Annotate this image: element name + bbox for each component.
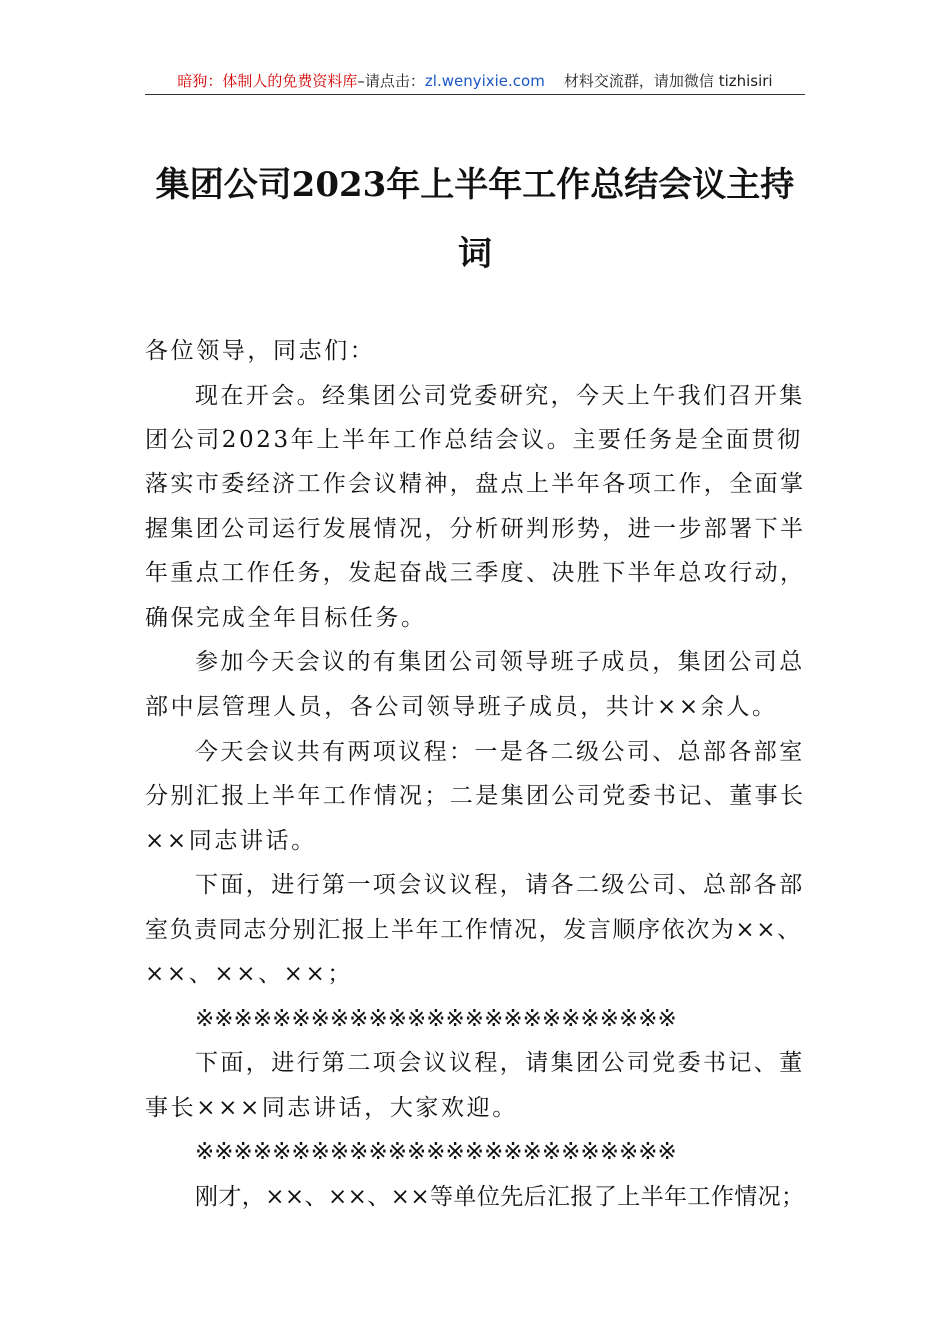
section-separator: ※※※※※※※※※※※※※※※※※※※※※※※※※ — [195, 1006, 677, 1032]
header-spacer — [545, 72, 564, 90]
body-line: 室负责同志分别汇报上半年工作情况，发言顺序依次为××、 — [145, 917, 802, 943]
body-line: 确保完成全年目标任务。 — [145, 605, 427, 631]
body-line: 下面，进行第一项会议议程，请各二级公司、总部各部 — [195, 872, 805, 898]
body-line: 落实市委经济工作会议精神，盘点上半年各项工作，全面掌 — [145, 471, 806, 497]
body-line: 部中层管理人员，各公司领导班子成员，共计××余人。 — [145, 694, 778, 720]
salutation: 各位领导，同志们： — [145, 338, 376, 364]
document-title-line-1: 集团公司2023年上半年工作总结会议主持 — [155, 165, 795, 205]
body-line: 今天会议共有两项议程：一是各二级公司、总部各部室 — [195, 739, 805, 765]
document-title-line-2: 词 — [458, 234, 492, 274]
header-divider — [145, 94, 805, 95]
section-separator: ※※※※※※※※※※※※※※※※※※※※※※※※※ — [195, 1139, 677, 1165]
header-wechat: 材料交流群，请加微信 tizhisiri — [563, 72, 773, 90]
body-line: ××同志讲话。 — [145, 828, 317, 854]
header-brand: 暗狗：体制人的免费资料库 — [177, 72, 358, 90]
body-line: 年重点工作任务，发起奋战三季度、决胜下半年总攻行动， — [145, 560, 806, 586]
body-line: 分别汇报上半年工作情况；二是集团公司党委书记、董事长 — [145, 783, 806, 809]
body-line: 现在开会。经集团公司党委研究，今天上午我们召开集 — [195, 383, 805, 409]
header-cta: –请点击： — [357, 72, 425, 90]
header-url-link[interactable]: zl.wenyixie.com — [424, 72, 545, 90]
body-line: 下面，进行第二项会议议程，请集团公司党委书记、董 — [195, 1050, 805, 1076]
body-line: ××、××、××； — [145, 961, 354, 987]
body-line: 团公司2023年上半年工作总结会议。主要任务是全面贯彻 — [145, 427, 803, 453]
body-line: 刚才，××、××、××等单位先后汇报了上半年工作情况； — [195, 1184, 805, 1210]
body-line: 事长×××同志讲话，大家欢迎。 — [145, 1095, 518, 1121]
page-header — [145, 70, 805, 94]
body-line: 握集团公司运行发展情况，分析研判形势，进一步部署下半 — [145, 516, 806, 542]
body-line: 参加今天会议的有集团公司领导班子成员，集团公司总 — [195, 649, 805, 675]
